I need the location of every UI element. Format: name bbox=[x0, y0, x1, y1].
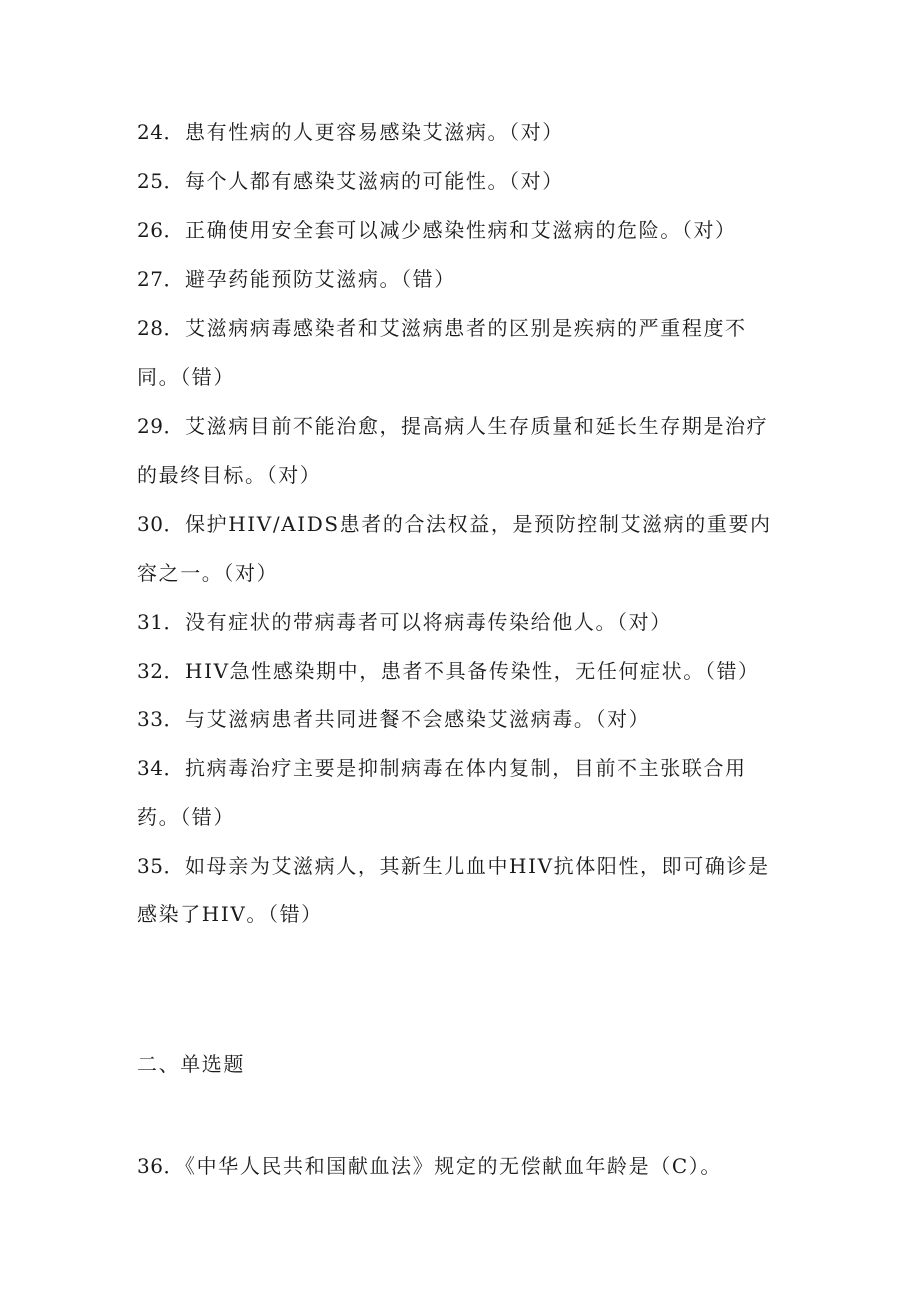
statement-text: 的最终目标。（对） bbox=[137, 463, 322, 487]
item-number: 34 bbox=[137, 756, 164, 780]
item-number: 28 bbox=[137, 316, 164, 340]
question-text: ．《中华人民共和国献血法》规定的无偿献血年龄是（C）。 bbox=[163, 1154, 722, 1178]
item-number: 27 bbox=[137, 267, 164, 291]
statement-text: ．如母亲为艾滋病人，其新生儿血中HIV抗体阳性，即可确诊是 bbox=[163, 854, 770, 878]
statement-text: ．正确使用安全套可以减少感染性病和艾滋病的危险。（对） bbox=[163, 218, 737, 242]
statement-text: ．HIV急性感染期中，患者不具备传染性，无任何症状。（错） bbox=[163, 659, 760, 683]
item-number: 36 bbox=[137, 1154, 164, 1178]
statement-text: ．避孕药能预防艾滋病。（错） bbox=[163, 267, 456, 291]
statement-text: 药。（错） bbox=[137, 805, 235, 829]
statement-27 bbox=[137, 265, 787, 293]
statement-text: ．没有症状的带病毒者可以将病毒传染给他人。（对） bbox=[163, 610, 672, 634]
item-number: 24 bbox=[137, 120, 164, 144]
statement-33 bbox=[137, 705, 787, 733]
item-number: 29 bbox=[137, 414, 164, 438]
statement-30-continued bbox=[137, 559, 787, 587]
statement-text: 感染了HIV。（错） bbox=[137, 902, 323, 926]
question-36 bbox=[137, 1152, 787, 1180]
statement-29-continued bbox=[137, 461, 787, 489]
statement-text: ．与艾滋病患者共同进餐不会感染艾滋病毒。（对） bbox=[163, 707, 651, 731]
statement-text: 容之一。（对） bbox=[137, 561, 279, 585]
statement-35 bbox=[137, 852, 787, 880]
statement-28-continued bbox=[137, 363, 787, 391]
statement-text: 同。（错） bbox=[137, 365, 235, 389]
statement-35-continued bbox=[137, 900, 787, 928]
item-number: 33 bbox=[137, 707, 164, 731]
statement-34-continued bbox=[137, 803, 787, 831]
statement-text: ．艾滋病目前不能治愈，提高病人生存质量和延长生存期是治疗 bbox=[163, 414, 769, 438]
item-number: 25 bbox=[137, 169, 164, 193]
statement-34 bbox=[137, 754, 787, 782]
section-heading: 二、单选题 bbox=[137, 1052, 245, 1076]
statement-25 bbox=[137, 167, 787, 195]
statement-29 bbox=[137, 412, 787, 440]
statement-31 bbox=[137, 608, 787, 636]
item-number: 30 bbox=[137, 512, 164, 536]
statement-text: ．每个人都有感染艾滋病的可能性。（对） bbox=[163, 169, 564, 193]
item-number: 35 bbox=[137, 854, 164, 878]
statement-32 bbox=[137, 657, 787, 685]
statement-30 bbox=[137, 510, 787, 538]
statement-text: ．保护HIV/AIDS患者的合法权益，是预防控制艾滋病的重要内 bbox=[163, 512, 772, 536]
statement-text: ．患有性病的人更容易感染艾滋病。（对） bbox=[163, 120, 564, 144]
statement-26 bbox=[137, 216, 787, 244]
statement-text: ．抗病毒治疗主要是抑制病毒在体内复制，目前不主张联合用 bbox=[163, 756, 747, 780]
item-number: 26 bbox=[137, 218, 164, 242]
statement-text: ．艾滋病病毒感染者和艾滋病患者的区别是疾病的严重程度不 bbox=[163, 316, 747, 340]
statement-24 bbox=[137, 118, 787, 146]
item-number: 32 bbox=[137, 659, 164, 683]
statement-28 bbox=[137, 314, 787, 342]
item-number: 31 bbox=[137, 610, 164, 634]
